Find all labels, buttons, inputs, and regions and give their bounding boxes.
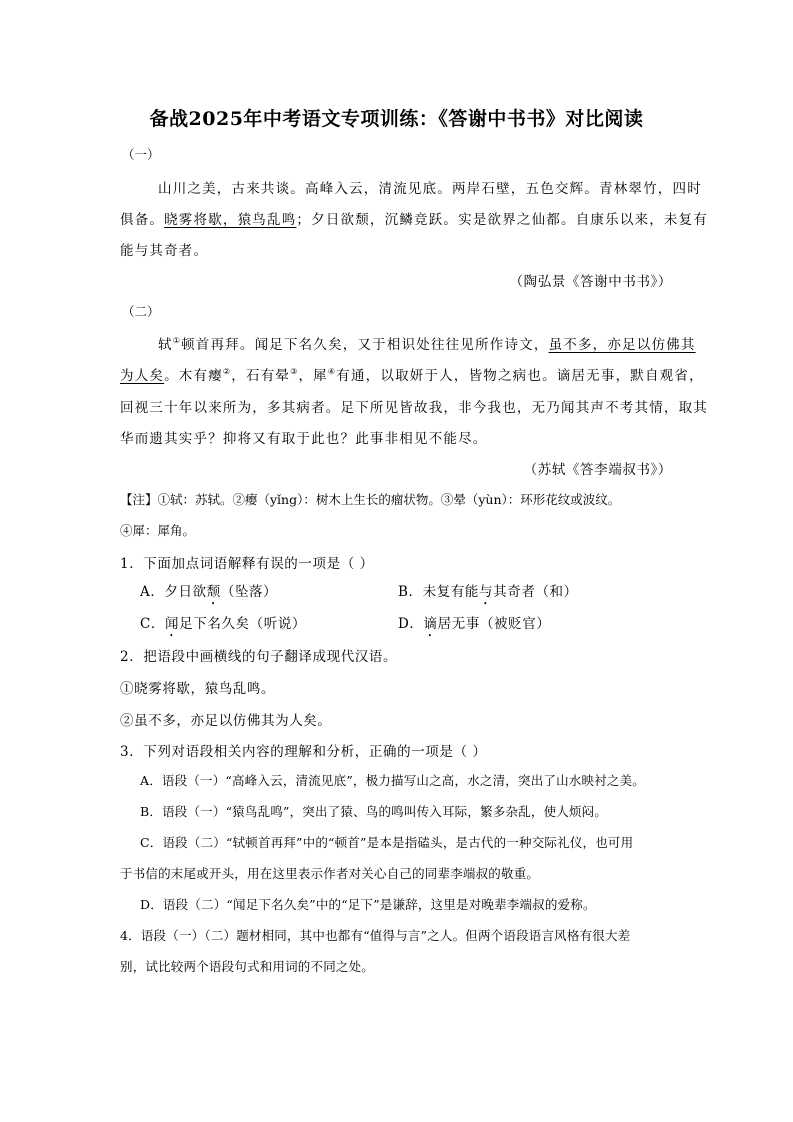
question-1-option-c — [140, 612, 306, 640]
q1-c-post: 足下名久矣（听说） — [179, 616, 307, 632]
question-3-option-c-line1: C．语段（二）“轼顿首再拜”中的“顿首”是本是指磕头，是古代的一种交际礼仪，也可用 — [140, 835, 634, 850]
section2-line2 — [120, 364, 704, 384]
q1-b-post: 其奇者（和） — [493, 584, 578, 600]
section1-line2-text-a: 俱备。 — [120, 212, 165, 228]
section2-line3: 回视三十年以来所为，多其病者。足下所见皆故我，非今我也，无乃闻其声不考其情，取其 — [120, 400, 708, 416]
question-3-stem: 3．下列对语段相关内容的理解和分析，正确的一项是（ ） — [120, 744, 487, 760]
q1-a-pre: A．夕日欲 — [140, 584, 207, 600]
section2-line1-b: 顿首再拜。闻足下名久矣，又于相识处往往见所作诗文， — [181, 337, 549, 353]
question-1-stem: 1．下面加点词语解释有误的一项是（ ） — [120, 556, 374, 572]
footnote-marker-4: ④ — [327, 367, 337, 376]
q1-d-post: 居无事（被贬官） — [437, 616, 551, 632]
question-3-option-c-line2: 于书信的末尾或开头，用在这里表示作者对关心自己的同辈李端叔的敬重。 — [120, 866, 540, 881]
section2-line2-b: ，石有晕 — [231, 368, 291, 384]
question-1-option-d — [398, 612, 550, 640]
question-3-option-d: D．语段（二）“闻足下名久矣”中的“足下”是谦辞，这里是对晚辈李端叔的爱称。 — [140, 897, 596, 912]
question-3-option-a: A．语段（一）“高峰入云，清流见底”，极力描写山之高，水之清，突出了山水映衬之美。 — [140, 773, 646, 788]
section2-label: （二） — [122, 304, 160, 319]
section2-line2-c: ，犀 — [298, 368, 328, 384]
q1-d-dotted-word: 谪 — [423, 616, 438, 632]
question-1-option-a — [140, 580, 277, 608]
section2-underlined-sentence-part2: 为人矣 — [120, 368, 165, 384]
section2-line4: 华而遗其实乎？抑将又有取于此也？此事非相见不能尽。 — [120, 431, 488, 447]
q1-b-dotted-word: 与 — [479, 584, 494, 600]
footnote-marker-1: ① — [172, 336, 182, 345]
section1-line3: 能与其奇者。 — [120, 243, 209, 259]
note-line2: ④犀：犀角。 — [120, 523, 196, 538]
q1-c-pre: C． — [140, 616, 166, 632]
question-2-sentence-2: ②虽不多，亦足以仿佛其为人矣。 — [120, 713, 332, 729]
question-2-sentence-1: ①晓雾将歇，猿鸟乱鸣。 — [120, 681, 276, 697]
section2-underlined-sentence-part1: 虽不多，亦足以仿佛其 — [548, 337, 696, 353]
section1-line2 — [120, 208, 708, 228]
footnote-marker-3: ③ — [290, 367, 299, 376]
section2-line1 — [158, 333, 696, 353]
q1-a-dotted-word: 颓 — [206, 584, 221, 600]
section2-line2-a: 。木有瘿 — [164, 368, 223, 384]
section2-line1-a: 轼 — [158, 337, 173, 353]
question-4-line1: 4．语段（一）（二）题材相同，其中也都有“值得与言”之人。但两个语段语言风格有很大差 — [120, 928, 631, 943]
section2-line2-d: 有通，以取妍于人，皆物之病也。谪居无事，默自观省， — [336, 368, 704, 384]
question-1-option-b — [398, 580, 578, 608]
q1-d-pre: D． — [398, 616, 424, 632]
section1-label: （一） — [122, 147, 160, 162]
question-3-option-b: B．语段（一）“猿鸟乱鸣”，突出了猿、鸟的鸣叫传入耳际，繁多杂乱，使人烦闷。 — [140, 804, 608, 819]
q1-a-post: （坠落） — [220, 584, 278, 600]
section1-underlined-sentence: 晓雾将歇，猿鸟乱鸣 — [164, 212, 297, 228]
question-2-stem: 2．把语段中画横线的句子翻译成现代汉语。 — [120, 649, 398, 665]
section1-line1: 山川之美，古来共谈。高峰入云，清流见底。两岸石壁，五色交辉。青林翠竹，四时 — [158, 181, 702, 197]
note-line1: 【注】①轼：苏轼。②瘿（yǐng）：树木上生长的瘤状物。③晕（yùn）：环形花纹或波纹。 — [120, 492, 621, 507]
section1-line2-text-b: ；夕日欲颓，沉鳞竞跃。实是欲界之仙都。自康乐以来，未复有 — [296, 212, 709, 228]
footnote-marker-2: ② — [222, 367, 232, 376]
question-4-line2: 别，试比较两个语段句式和用词的不同之处。 — [120, 959, 375, 974]
section2-source: （苏轼《答李端叔书》） — [523, 462, 672, 478]
section1-source: （陶弘景《答谢中书书》） — [509, 274, 672, 290]
q1-b-pre: B．未复有能 — [398, 584, 480, 600]
page-title: 备战2025年中考语文专项训练：《答谢中书书》对比阅读 — [149, 108, 644, 130]
q1-c-dotted-word: 闻 — [165, 616, 180, 632]
